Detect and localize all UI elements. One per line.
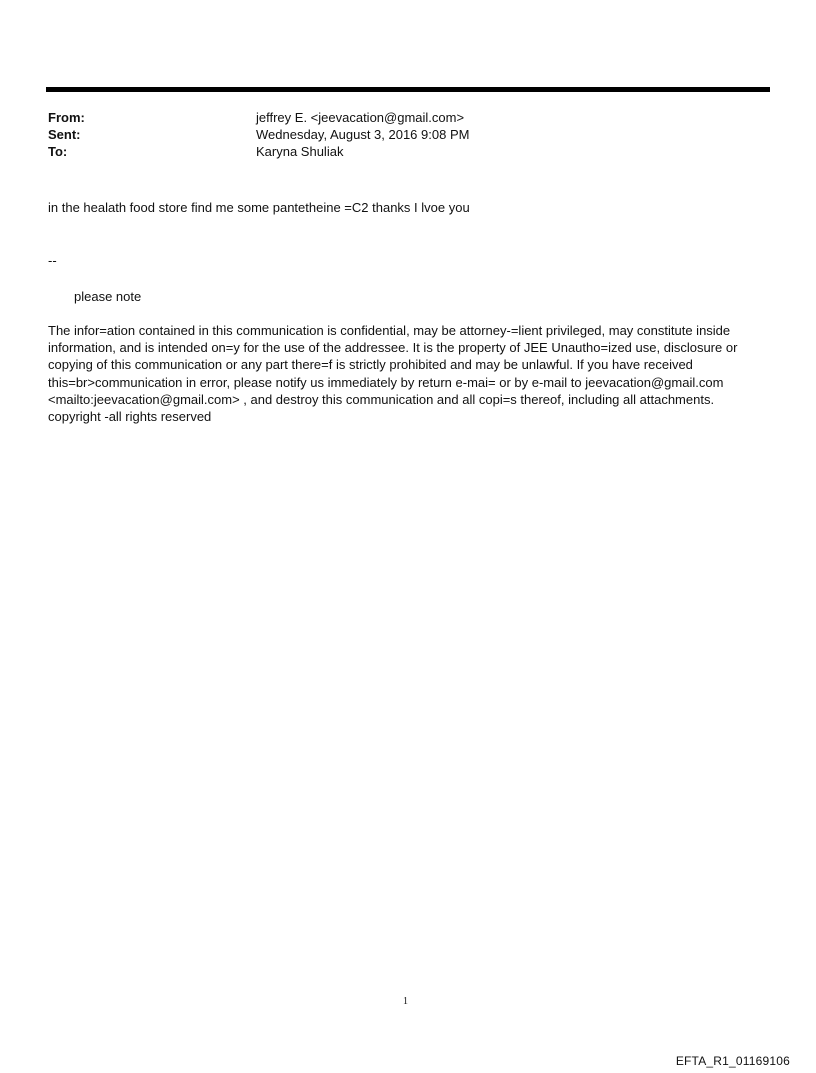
page-number: 1	[403, 996, 408, 1007]
email-header	[48, 109, 748, 160]
sent-label: Sent:	[48, 127, 81, 142]
sent-row	[48, 126, 748, 143]
signature-separator: --	[48, 253, 57, 268]
disclaimer-line: copyright -all rights reserved	[48, 409, 212, 425]
confidentiality-disclaimer	[48, 322, 778, 425]
disclaimer-line: The infor=ation contained in this communication is confidential, may be attorney-=lient privileged, may constitute inside	[48, 323, 731, 338]
disclaimer-line: information, and is intended on=y for the use of the addressee. It is the property of JEE Unautho=ized use, disclosure or	[48, 340, 738, 356]
from-row	[48, 109, 748, 126]
to-row	[48, 143, 748, 160]
disclaimer-line: this=br>communication in error, please notify us immediately by return e-mai= or by e-mail to jeevacation@gmail.com	[48, 374, 724, 390]
disclaimer-line: copying of this communication or any part there=f is strictly prohibited and may be unlawful. If you have received	[48, 357, 693, 373]
bates-number: EFTA_R1_01169106	[675, 1054, 790, 1068]
sent-value: Wednesday, August 3, 2016 9:08 PM	[256, 127, 470, 142]
please-note: please note	[74, 289, 142, 304]
message-body: in the healath food store find me some pantetheine =C2 thanks I lvoe you	[48, 200, 470, 215]
disclaimer-line: <mailto:jeevacation@gmail.com> , and destroy this communication and all copi=s thereof, including all attachments.	[48, 391, 715, 407]
to-value: Karyna Shuliak	[256, 144, 344, 159]
to-label: To:	[48, 144, 68, 159]
from-value: jeffrey E. <jeevacation@gmail.com>	[256, 110, 465, 125]
header-divider	[46, 87, 770, 92]
from-label: From:	[48, 110, 85, 125]
